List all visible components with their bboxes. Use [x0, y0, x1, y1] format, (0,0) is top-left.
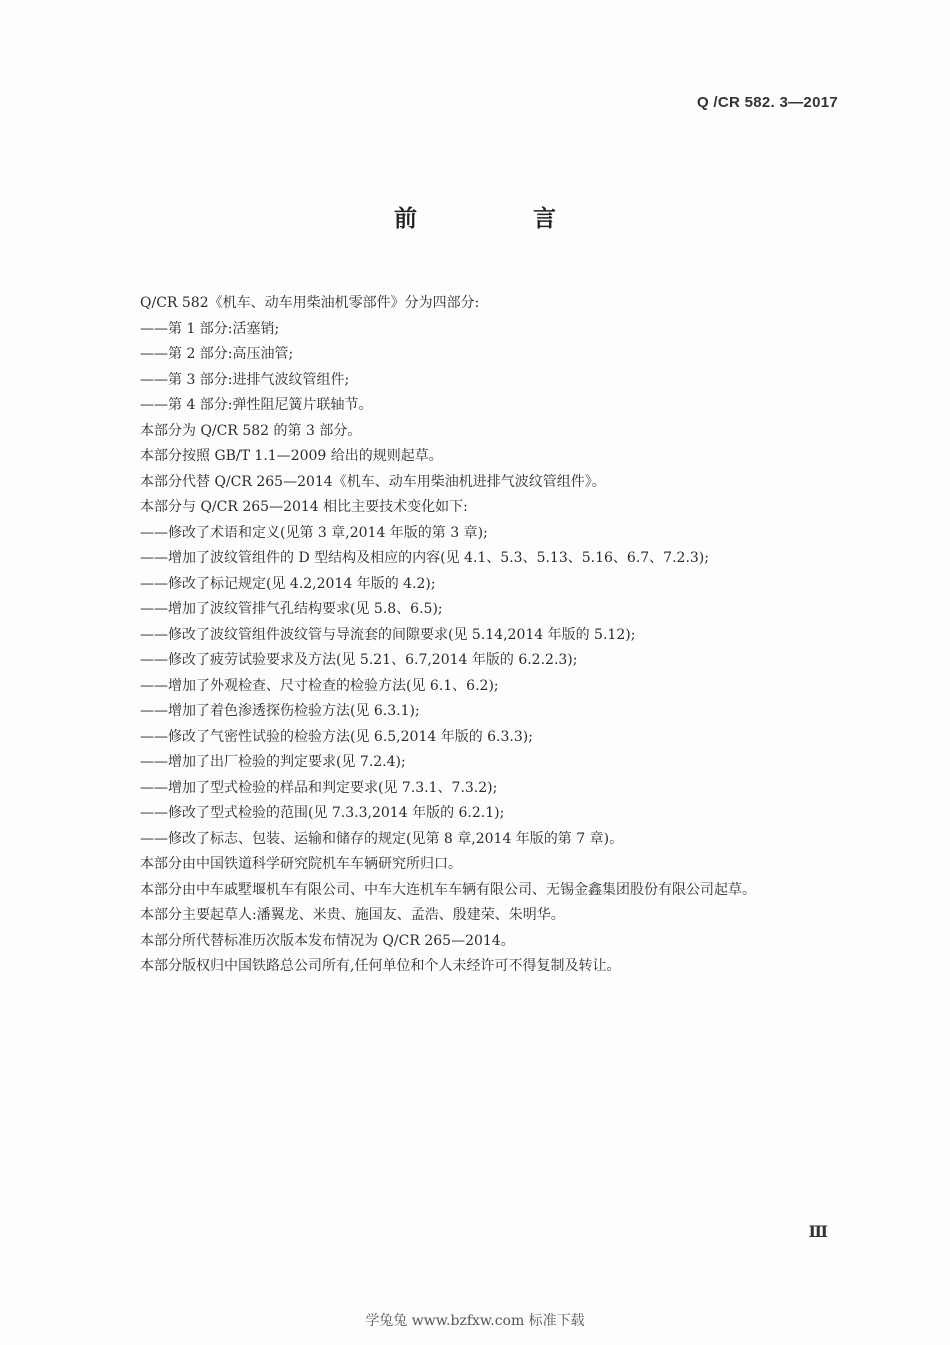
list-item: ——修改了气密性试验的检验方法(见 6.5,2014 年版的 6.3.3); — [140, 728, 533, 745]
paragraph: 本部分主要起草人:潘翼龙、米贵、施国友、孟浩、殷建荣、朱明华。 — [140, 907, 565, 923]
paragraph: 本部分代替 Q/CR 265—2014《机车、动车用柴油机进排气波纹管组件》。 — [140, 473, 606, 490]
list-item: ——第 2 部分:高压油管; — [140, 346, 294, 362]
paragraph: 本部分所代替标准历次版本发布情况为 Q/CR 265—2014。 — [140, 932, 515, 949]
list-item: ——第 1 部分:活塞销; — [140, 320, 280, 337]
list-item: ——增加了波纹管组件的 D 型结构及相应的内容(见 4.1、5.3、5.13、5.16、6.7、7.2.3); — [140, 550, 709, 566]
list-item: ——修改了型式检验的范围(见 7.3.3,2014 年版的 6.2.1); — [140, 805, 505, 821]
standard-code: Q /CR 582. 3—2017 — [696, 94, 838, 111]
paragraph: 本部分与 Q/CR 265—2014 相比主要技术变化如下: — [140, 499, 468, 515]
preface-body — [112, 291, 840, 980]
list-item: ——修改了标记规定(见 4.2,2014 年版的 4.2); — [140, 575, 436, 592]
page-title: 前 言 — [393, 206, 610, 232]
page-number: Ⅲ — [808, 1224, 828, 1241]
paragraph: 本部分版权归中国铁路总公司所有,任何单位和个人未经许可不得复制及转让。 — [140, 958, 621, 974]
list-item: ——修改了疲劳试验要求及方法(见 5.21、6.7,2014 年版的 6.2.2.3); — [140, 652, 578, 668]
list-item: ——增加了型式检验的样品和判定要求(见 7.3.1、7.3.2); — [140, 779, 498, 796]
paragraph: Q/CR 582《机车、动车用柴油机零部件》分为四部分: — [140, 295, 480, 311]
list-item: ——增加了出厂检验的判定要求(见 7.2.4); — [140, 754, 406, 770]
paragraph: 本部分由中车戚墅堰机车有限公司、中车大连机车车辆有限公司、无锡金鑫集团股份有限公司起草。 — [140, 881, 756, 898]
paragraph: 本部分为 Q/CR 582 的第 3 部分。 — [140, 422, 362, 439]
list-item: ——增加了着色渗透探伤检验方法(见 6.3.1); — [140, 703, 420, 719]
list-item: ——第 3 部分:进排气波纹管组件; — [140, 371, 350, 388]
list-item: ——修改了波纹管组件波纹管与导流套的间隙要求(见 5.14,2014 年版的 5.12); — [140, 626, 636, 643]
list-item: ——修改了术语和定义(见第 3 章,2014 年版的第 3 章); — [140, 524, 488, 541]
paragraph: 本部分按照 GB/T 1.1—2009 给出的规则起草。 — [140, 448, 443, 464]
list-item: ——增加了波纹管排气孔结构要求(见 5.8、6.5); — [140, 601, 443, 617]
list-item: ——增加了外观检查、尺寸检查的检验方法(见 6.1、6.2); — [140, 677, 499, 694]
watermark-text[interactable]: 学兔兔 www.bzfxw.com 标准下载 — [365, 1313, 585, 1329]
paragraph: 本部分由中国铁道科学研究院机车车辆研究所归口。 — [140, 856, 462, 872]
list-item: ——修改了标志、包装、运输和储存的规定(见第 8 章,2014 年版的第 7 章)。 — [140, 830, 624, 847]
list-item: ——第 4 部分:弹性阻尼簧片联轴节。 — [140, 397, 373, 413]
